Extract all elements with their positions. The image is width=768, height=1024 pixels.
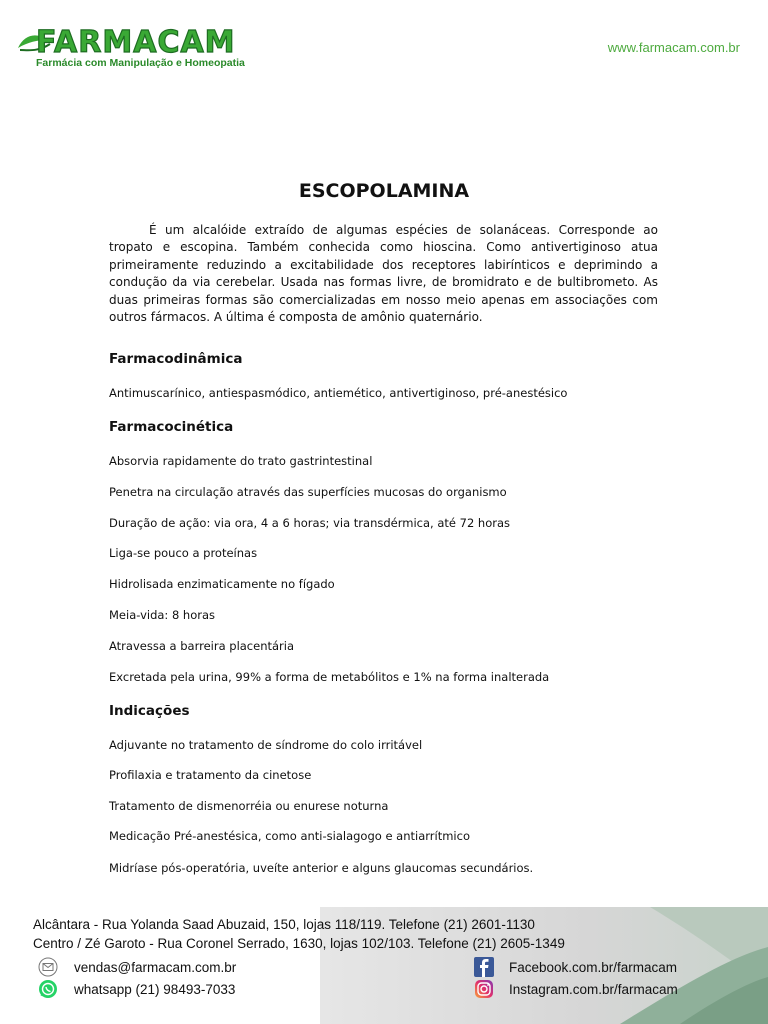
list-item: Midríase pós-operatória, uveíte anterior e alguns glaucomas secundários. bbox=[109, 861, 534, 875]
whatsapp-icon bbox=[38, 979, 58, 999]
list-item: Liga-se pouco a proteínas bbox=[109, 546, 258, 560]
list-item: Tratamento de dismenorréia ou enurese noturna bbox=[109, 799, 389, 813]
list-item: Excretada pela urina, 99% a forma de metabólitos e 1% na forma inalterada bbox=[109, 670, 550, 684]
list-item: Atravessa a barreira placentária bbox=[109, 639, 295, 653]
address-centro: Centro / Zé Garoto - Rua Coronel Serrado, 1630, lojas 102/103. Telefone (21) 2605-1349 bbox=[33, 936, 565, 951]
email-link[interactable]: vendas@farmacam.com.br bbox=[74, 960, 237, 975]
list-item: Medicação Pré-anestésica, como anti-sialagogo e antiarrítmico bbox=[109, 829, 470, 843]
list-item: Meia-vida: 8 horas bbox=[109, 608, 216, 622]
facebook-link[interactable]: Facebook.com.br/farmacam bbox=[509, 960, 678, 975]
heading-indicacoes: Indicações bbox=[109, 703, 190, 719]
list-item: Duração de ação: via ora, 4 a 6 horas; via transdérmica, até 72 horas bbox=[109, 516, 511, 530]
page-title: ESCOPOLAMINA bbox=[298, 180, 470, 202]
farmacam-logo bbox=[16, 26, 261, 76]
website-link[interactable]: www.farmacam.com.br bbox=[607, 40, 740, 55]
logo-wordmark: FARMACAM bbox=[36, 25, 236, 60]
list-item: Penetra na circulação através das superfícies mucosas do organismo bbox=[109, 485, 507, 499]
list-item: Hidrolisada enzimaticamente no fígado bbox=[109, 577, 335, 591]
heading-farmacodinamica: Farmacodinâmica bbox=[109, 351, 243, 367]
address-alcantara: Alcântara - Rua Yolanda Saad Abuzaid, 150, lojas 118/119. Telefone (21) 2601-1130 bbox=[33, 917, 535, 932]
list-item: Antimuscarínico, antiespasmódico, antiemético, antivertiginoso, pré-anestésico bbox=[109, 386, 568, 400]
instagram-link[interactable]: Instagram.com.br/farmacam bbox=[509, 982, 678, 997]
whatsapp-link[interactable]: whatsapp (21) 98493-7033 bbox=[74, 982, 236, 997]
list-item: Adjuvante no tratamento de síndrome do colo irritável bbox=[109, 738, 423, 752]
logo-tagline: Farmácia com Manipulação e Homeopatia bbox=[36, 57, 245, 69]
intro-paragraph: É um alcalóide extraído de algumas espécies de solanáceas. Corresponde ao tropato e escopina. Também conhecida como hioscina. Como antivertiginoso atua primeiramente reduzindo a excitabilidade dos receptores labirínticos e deprimindo a condução da via cerebelar. Usada nas formas livre, de bromidrato e de bultibrometo. As duas primeiras formas são comercializadas em nosso meio apenas em associações com outros fármacos. A última é composta de amônio quaternário. bbox=[109, 223, 658, 325]
instagram-icon bbox=[474, 979, 494, 999]
list-item: Profilaxia e tratamento da cinetose bbox=[109, 768, 312, 782]
facebook-icon bbox=[474, 957, 494, 977]
heading-farmacocinetica: Farmacocinética bbox=[109, 419, 234, 435]
mail-icon bbox=[38, 957, 58, 977]
list-item: Absorvia rapidamente do trato gastrintestinal bbox=[109, 454, 373, 468]
